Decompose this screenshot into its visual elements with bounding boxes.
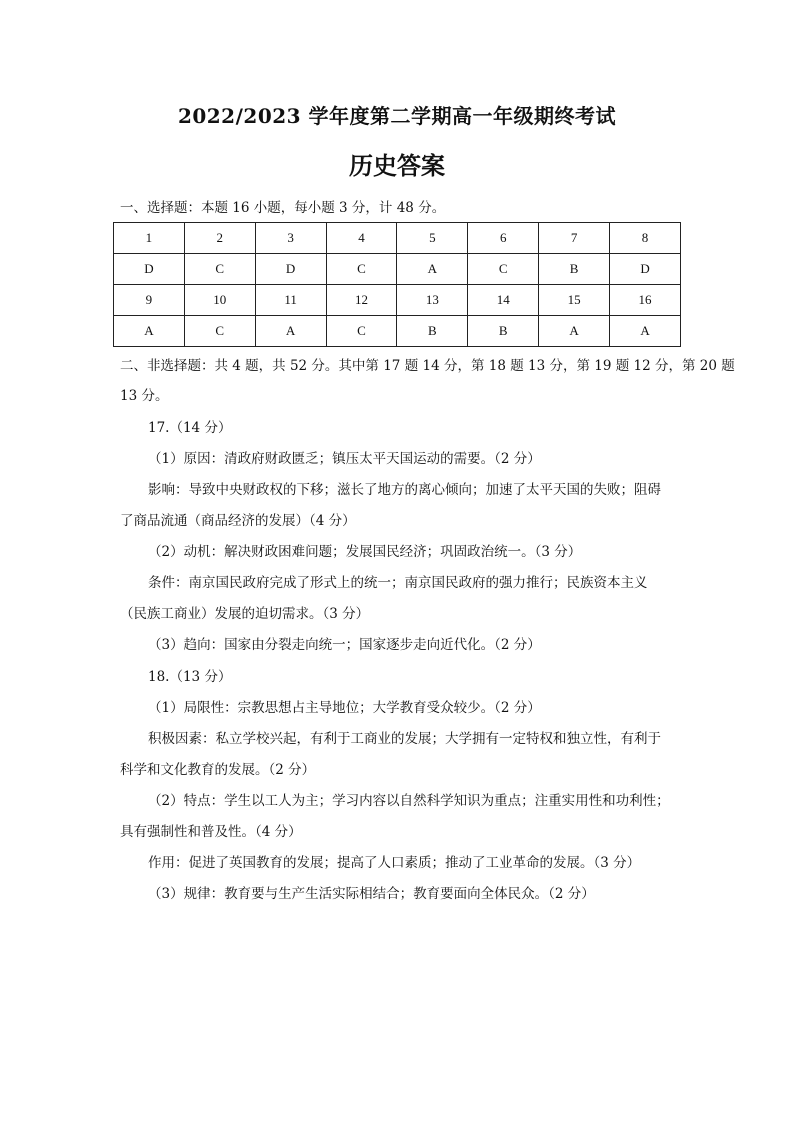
q18-part1-limitation: （1）局限性：宗教思想占主导地位；大学教育受众较少。（2 分）: [148, 700, 541, 716]
answer-cell: C: [468, 254, 539, 285]
question-number-cell: 12: [326, 285, 397, 316]
q17-part2-motive: （2）动机：解决财政困难问题；发展国民经济；巩固政治统一。（3 分）: [148, 544, 582, 560]
table-row: [114, 254, 681, 285]
answer-cell: C: [184, 316, 255, 347]
q17-header: 17.（14 分）: [148, 420, 232, 436]
answer-cell: A: [114, 316, 185, 347]
question-number-cell: 9: [114, 285, 185, 316]
q18-part2-effect: 作用：促进了英国教育的发展；提高了人口素质；推动了工业革命的发展。（3 分）: [148, 855, 641, 871]
answer-table: [113, 222, 681, 347]
question-number-cell: 5: [397, 223, 468, 254]
answer-cell: D: [610, 254, 681, 285]
table-row: [114, 223, 681, 254]
q18-part2-features-line1: （2）特点：学生以工人为主；学习内容以自然科学知识为重点；注重实用性和功利性；: [148, 793, 670, 809]
q17-part1-impact-line1: 影响：导致中央财政权的下移；滋长了地方的离心倾向；加速了太平天国的失败；阻碍: [148, 482, 661, 498]
question-number-cell: 3: [255, 223, 326, 254]
q17-part2-condition-line2: （民族工商业）发展的迫切需求。（3 分）: [120, 606, 370, 622]
answer-cell: A: [255, 316, 326, 347]
exam-title: 2022/2023 学年度第二学期高一年级期终考试: [177, 104, 617, 128]
question-number-cell: 1: [114, 223, 185, 254]
section2-heading-line1: 二、非选择题：共 4 题，共 52 分。其中第 17 题 14 分，第 18 题 13 分，第 19 题 12 分，第 20 题: [120, 358, 735, 374]
section1-heading: 一、选择题：本题 16 小题，每小题 3 分，计 48 分。: [120, 200, 446, 216]
question-number-cell: 11: [255, 285, 326, 316]
q18-part1-positive-line1: 积极因素：私立学校兴起，有利于工商业的发展；大学拥有一定特权和独立性，有利于: [148, 731, 661, 747]
question-number-cell: 14: [468, 285, 539, 316]
question-number-cell: 2: [184, 223, 255, 254]
question-number-cell: 15: [539, 285, 610, 316]
answer-subtitle: 历史答案: [349, 152, 445, 180]
answer-cell: C: [326, 316, 397, 347]
section2-heading-line2: 13 分。: [120, 388, 169, 404]
q17-part2-condition-line1: 条件：南京国民政府完成了形式上的统一；南京国民政府的强力推行；民族资本主义: [148, 575, 648, 591]
q17-part3-trend: （3）趋向：国家由分裂走向统一；国家逐步走向近代化。（2 分）: [148, 637, 541, 653]
q18-part3-rule: （3）规律：教育要与生产生活实际相结合；教育要面向全体民众。（2 分）: [148, 886, 595, 902]
answer-cell: A: [610, 316, 681, 347]
answer-cell: B: [539, 254, 610, 285]
question-number-cell: 7: [539, 223, 610, 254]
q17-part1-cause: （1）原因：清政府财政匮乏；镇压太平天国运动的需要。（2 分）: [148, 451, 541, 467]
q17-part1-impact-line2: 了商品流通（商品经济的发展）（4 分）: [120, 513, 356, 529]
table-row: [114, 285, 681, 316]
answer-cell: A: [539, 316, 610, 347]
answer-cell: C: [184, 254, 255, 285]
answer-cell: D: [255, 254, 326, 285]
answer-cell: B: [397, 316, 468, 347]
q18-part2-features-line2: 具有强制性和普及性。（4 分）: [120, 824, 302, 840]
question-number-cell: 4: [326, 223, 397, 254]
q18-header: 18.（13 分）: [148, 669, 232, 685]
question-number-cell: 10: [184, 285, 255, 316]
question-number-cell: 13: [397, 285, 468, 316]
question-number-cell: 8: [610, 223, 681, 254]
question-number-cell: 16: [610, 285, 681, 316]
table-row: [114, 316, 681, 347]
answer-cell: D: [114, 254, 185, 285]
q18-part1-positive-line2: 科学和文化教育的发展。（2 分）: [120, 762, 316, 778]
question-number-cell: 6: [468, 223, 539, 254]
answer-cell: B: [468, 316, 539, 347]
answer-cell: C: [326, 254, 397, 285]
answer-cell: A: [397, 254, 468, 285]
